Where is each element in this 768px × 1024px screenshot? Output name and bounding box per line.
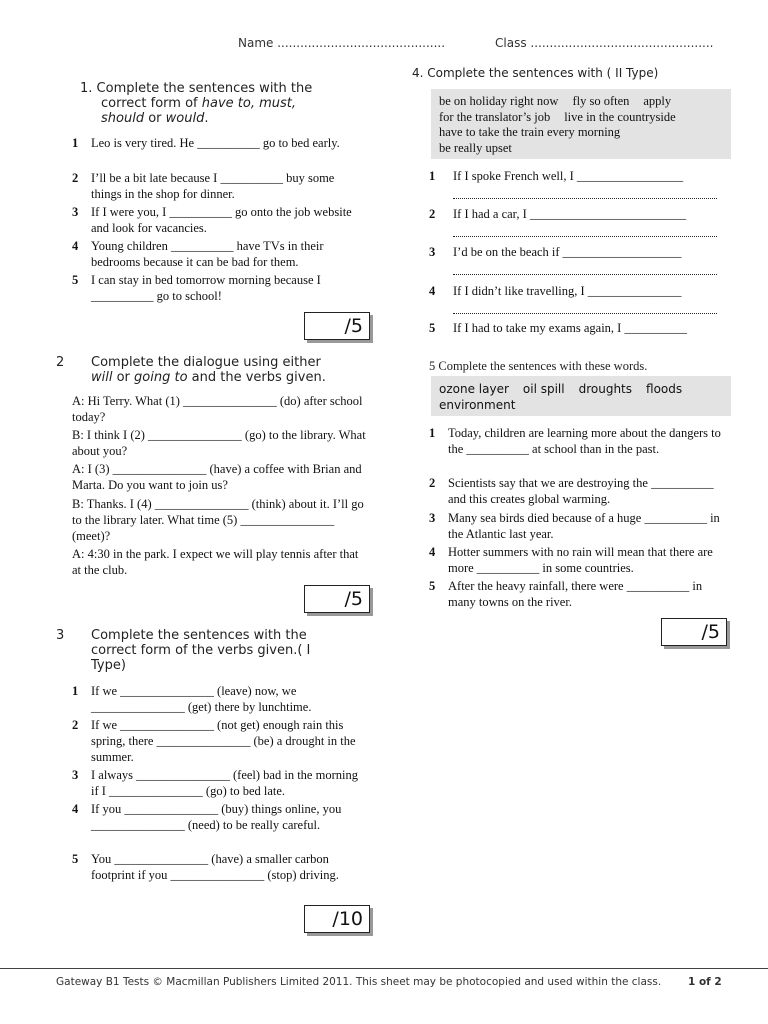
class-field-label: Class ................................................ xyxy=(495,36,714,50)
section4-title: 4. Complete the sentences with ( II Type) xyxy=(412,66,659,80)
section4-item: 3 I’d be on the beach if ___________________ xyxy=(429,244,729,275)
section3-item: 5 You _______________ (have) a smaller carbon footprint if you _______________ (stop) driving. xyxy=(72,852,339,882)
section4-item: 1 If I spoke French well, I _________________ xyxy=(429,168,729,199)
section1-title: 1. Complete the sentences with the correct form of have to, must, should or would. xyxy=(80,81,313,126)
dialogue-line: B: Thanks. I (4) _______________ (think) about it. I’ll go to the library later. What time (5) _______________ (meet)? xyxy=(72,497,364,543)
word-option: apply xyxy=(643,94,672,108)
answer-line xyxy=(453,260,717,275)
section5-score-box: /5 xyxy=(661,618,727,646)
dialogue-line: A: 4:30 in the park. I expect we will play tennis after that at the club. xyxy=(72,547,359,577)
word-option: have to take the train every morning xyxy=(439,125,621,139)
page-number: 1 of 2 xyxy=(688,976,722,988)
word-option: fly so often xyxy=(572,94,630,108)
section5-item: 4 Hotter summers with no rain will mean that there are more __________ in some countries. xyxy=(429,545,713,575)
word-option: floods xyxy=(646,382,683,396)
section3-item: 2 If we _______________ (not get) enough rain this spring, there _______________ (be) a drought in the summer. xyxy=(72,718,356,764)
section5-item: 3 Many sea birds died because of a huge __________ in the Atlantic last year. xyxy=(429,511,720,541)
dialogue-line: B: I think I (2) _______________ (go) to the library. What about you? xyxy=(72,428,366,458)
word-option: live in the countryside xyxy=(564,109,676,124)
section1-item: 5 I can stay in bed tomorrow morning because I __________ go to school! xyxy=(72,273,321,303)
word-option: be really upset xyxy=(439,140,512,155)
section1-item: 2 I’ll be a bit late because I __________ buy some things in the shop for dinner. xyxy=(72,171,335,201)
section2-title: 2 Complete the dialogue using either will or going to and the verbs given. xyxy=(56,355,326,385)
section1-score-box: /5 xyxy=(304,312,370,340)
section3-score-box: /10 xyxy=(304,905,370,933)
answer-line xyxy=(453,299,717,314)
section5-item: 2 Scientists say that we are destroying the __________ and this creates global warming. xyxy=(429,476,714,506)
section3-title: 3 Complete the sentences with the correct form of the verbs given.( I Type) xyxy=(56,628,311,673)
word-option: oil spill xyxy=(522,382,565,396)
section4-word-box xyxy=(431,89,731,159)
section1-item: 4 Young children __________ have TVs in their bedrooms because it can be bad for them. xyxy=(72,239,324,269)
section4-item: 5 If I had to take my exams again, I __________ xyxy=(429,321,687,335)
footer-copyright: Gateway B1 Tests © Macmillan Publishers Limited 2011. This sheet may be photocopied and used within the class. xyxy=(56,976,662,988)
section4-item: 4 If I didn’t like travelling, I _______________ xyxy=(429,283,729,314)
section5-word-box xyxy=(431,376,731,416)
section2-score-box: /5 xyxy=(304,585,370,613)
dialogue-line: A: I (3) _______________ (have) a coffee with Brian and Marta. Do you want to join us? xyxy=(72,462,362,492)
section5-item: 1 Today, children are learning more about the dangers to the __________ at school than in the past. xyxy=(429,426,721,456)
dialogue-line: A: Hi Terry. What (1) _______________ (do) after school today? xyxy=(72,394,363,424)
section3-item: 4 If you _______________ (buy) things online, you _______________ (need) to be really careful. xyxy=(72,802,342,832)
word-option: environment xyxy=(439,397,516,412)
word-option: droughts xyxy=(578,382,633,396)
word-option: be on holiday right now xyxy=(439,94,559,108)
answer-line xyxy=(453,184,717,199)
word-option: ozone layer xyxy=(439,382,509,396)
section5-title: 5 Complete the sentences with these words. xyxy=(429,359,648,373)
name-field-label: Name ............................................ xyxy=(238,36,446,50)
section1-item: 3 If I were you, I __________ go onto the job website and look for vacancies. xyxy=(72,205,352,235)
section3-item: 3 I always _______________ (feel) bad in the morning if I _______________ (go) to bed late. xyxy=(72,768,358,798)
word-option: for the translator’s job xyxy=(439,109,551,124)
footer-divider xyxy=(0,968,768,969)
section5-item: 5 After the heavy rainfall, there were __________ in many towns on the river. xyxy=(429,579,703,609)
answer-line xyxy=(453,222,717,237)
section1-item: 1 Leo is very tired. He __________ go to bed early. xyxy=(72,136,340,150)
section3-item: 1 If we _______________ (leave) now, we _______________ (get) there by lunchtime. xyxy=(72,684,312,714)
section4-item: 2 If I had a car, I _________________________ xyxy=(429,206,729,237)
